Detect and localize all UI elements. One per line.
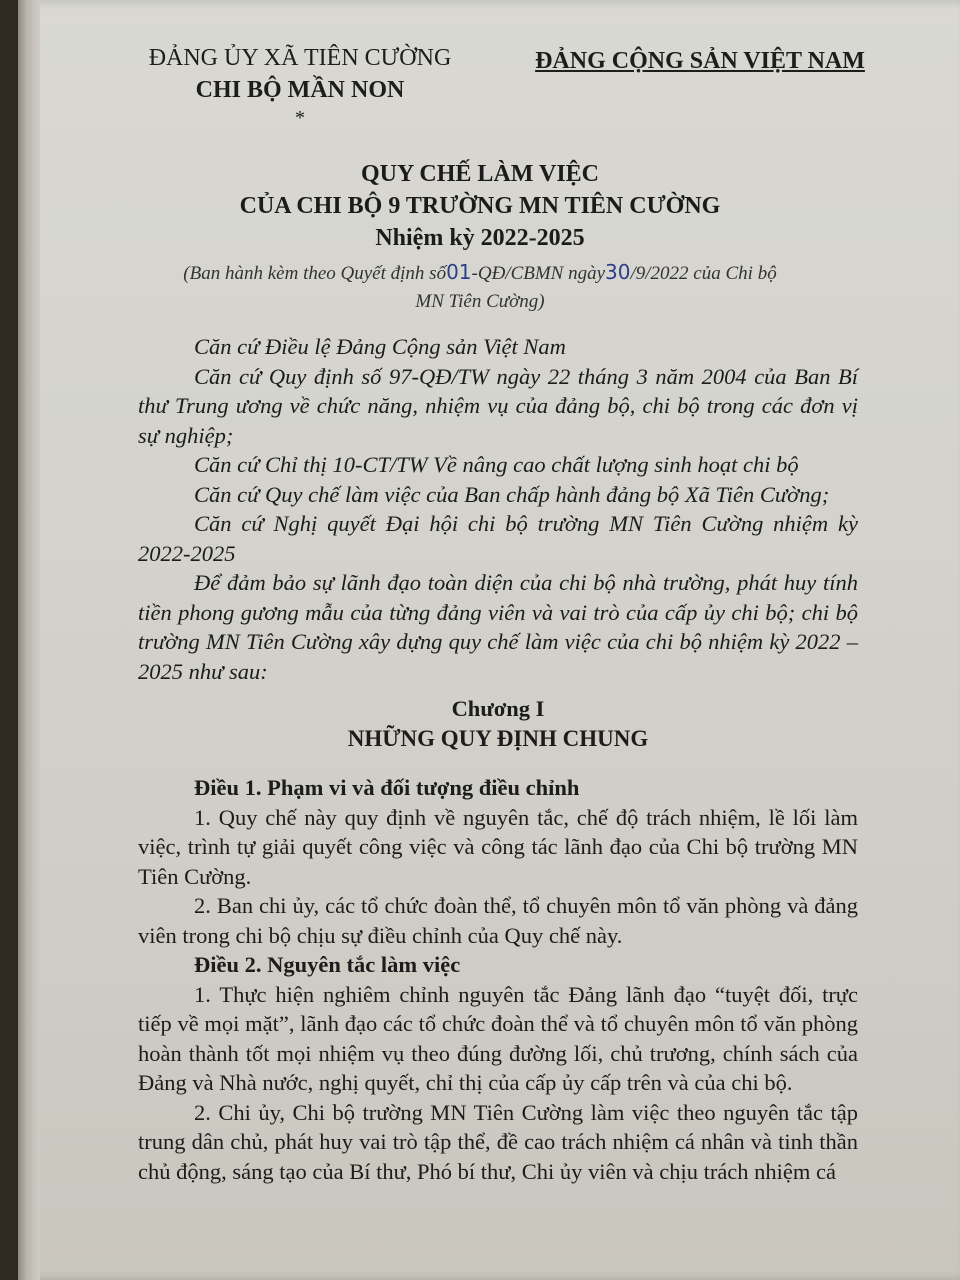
- document-body: [138, 332, 858, 1186]
- handwritten-decision-number: 01: [446, 260, 472, 284]
- title-term: Nhiệm kỳ 2022-2025: [375, 225, 585, 251]
- article2-heading: Điều 2. Nguyên tắc làm việc: [194, 952, 461, 977]
- preamble-5: Căn cứ Nghị quyết Đại hội chi bộ trường MN Tiên Cường nhiệm kỳ 2022-2025: [138, 511, 858, 566]
- preamble-6: Để đảm bảo sự lãnh đạo toàn diện của chi bộ nhà trường, phát huy tính tiền phong gương mẫu của từng đảng viên và vai trò của cấp ủy chi bộ; chi bộ trường MN Tiên Cường xây dựng quy chế làm việc của chi bộ nhiệm kỳ 2022 – 2025 như sau:: [138, 570, 858, 684]
- issued-text-b: -QĐ/CBMN ngày: [471, 263, 606, 284]
- article2-clause2: 2. Chi ủy, Chi bộ trường MN Tiên Cường làm việc theo nguyên tắc tập trung dân chủ, phát huy vai trò tập thể, đề cao trách nhiệm cá nhân và tinh thần chủ động, sáng tạo của Bí thư, Phó bí thư, Chi ủy viên và chịu trách nhiệm cá: [138, 1099, 858, 1184]
- issued-text-line2: MN Tiên Cường): [415, 291, 545, 312]
- chapter-name: NHỮNG QUY ĐỊNH CHUNG: [347, 725, 649, 751]
- chapter-number: Chương I: [451, 696, 545, 721]
- header-branch: CHI BỘ MẦN NON: [195, 77, 405, 103]
- preamble-2: Căn cứ Quy định số 97-QĐ/TW ngày 22 tháng 3 năm 2004 của Ban Bí thư Trung ương về chức năng, nhiệm vụ của đảng bộ, chi bộ trong các đơn vị sự nghiệp;: [138, 363, 858, 448]
- title-line1: QUY CHẾ LÀM VIỆC: [360, 161, 600, 187]
- header-party-name: ĐẢNG CỘNG SẢN VIỆT NAM: [535, 48, 865, 74]
- document-title: [0, 158, 960, 316]
- preamble-1: Căn cứ Điều lệ Đảng Cộng sản Việt Nam: [194, 334, 566, 359]
- header-star: *: [295, 107, 305, 129]
- article1-clause2: 2. Ban chi ủy, các tổ chức đoàn thể, tổ chuyên môn tổ văn phòng và đảng viên trong chi bộ chịu sự điều chỉnh của Quy chế này.: [138, 893, 858, 948]
- header-committee: ĐẢNG ỦY XÃ TIÊN CƯỜNG: [148, 45, 452, 71]
- preamble-4: Căn cứ Quy chế làm việc của Ban chấp hành đảng bộ Xã Tiên Cường;: [194, 481, 830, 507]
- article1-clause1: 1. Quy chế này quy định về nguyên tắc, chế độ trách nhiệm, lề lối làm việc, trình tự giải quyết công việc và công tác lãnh đạo của Chi bộ trường MN Tiên Cường.: [138, 804, 858, 889]
- article1-heading: Điều 1. Phạm vi và đối tượng điều chỉnh: [194, 775, 580, 800]
- title-line2: CỦA CHI BỘ 9 TRƯỜNG MN TIÊN CƯỜNG: [239, 193, 721, 219]
- issued-text-a: (Ban hành kèm theo Quyết định số: [183, 263, 447, 284]
- preamble-3: Căn cứ Chỉ thị 10-CT/TW Về nâng cao chất lượng sinh hoạt chi bộ: [194, 452, 799, 477]
- issued-note: [0, 258, 960, 316]
- article2-clause1: 1. Thực hiện nghiêm chỉnh nguyên tắc Đảng lãnh đạo “tuyệt đối, trực tiếp về mọi mặt”, lãnh đạo các tổ chức đoàn thể và tổ chuyên môn tổ văn phòng hoàn thành tốt mọi nhiệm vụ theo đúng đường lối, chủ trương, chính sách của Đảng và Nhà nước, nghị quyết, chỉ thị của cấp ủy cấp trên và của chi bộ.: [138, 981, 858, 1095]
- header-left: [140, 42, 460, 130]
- issued-text-c: /9/2022 của Chi bộ: [630, 263, 777, 284]
- handwritten-day: 30: [605, 260, 631, 284]
